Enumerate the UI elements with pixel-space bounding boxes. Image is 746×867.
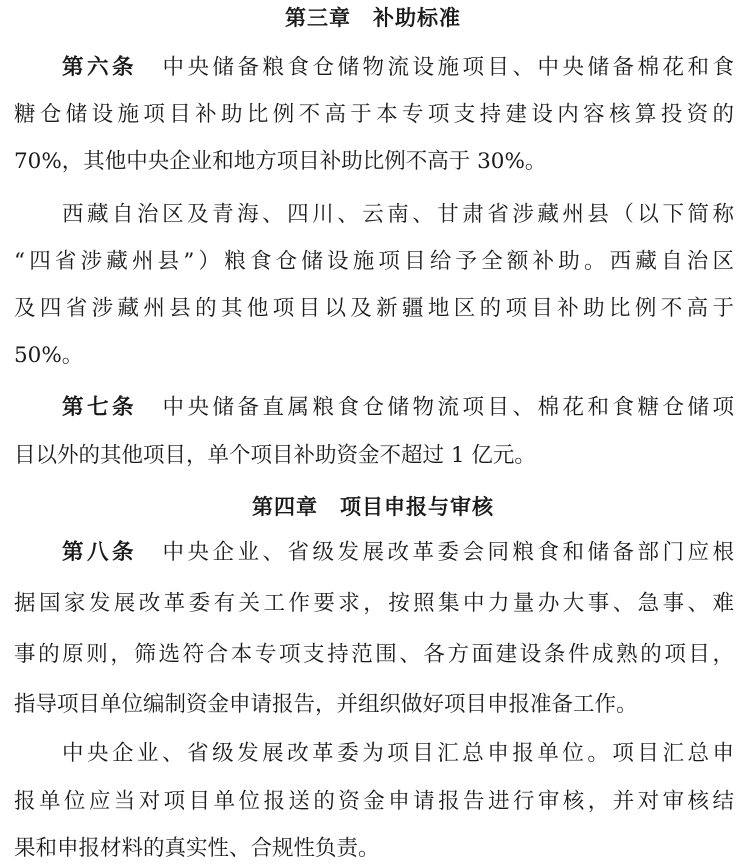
article-6-para-2-line-4: 50%。 — [14, 343, 84, 368]
article-8-line-4: 指导项目单位编制资金申请报告，并组织做好项目申报准备工作。 — [14, 692, 638, 717]
article-8-para-2-line-1: 中央企业、省级发展改革委为项目汇总申报单位。项目汇总申 — [62, 741, 734, 766]
article-6-para-2-line-3: 及四省涉藏州县的其他项目以及新疆地区的项目补助比例不高于 — [14, 296, 734, 321]
article-8-line-3: 事的原则，筛选符合本专项支持范围、各方面建设条件成熟的项目， — [14, 642, 734, 667]
article-6-para-2-line-2: “四省涉藏州县”）粮食仓储设施项目给予全额补助。西藏自治区 — [14, 249, 734, 274]
chapter-3-heading: 第三章 补助标准 — [285, 6, 461, 30]
article-8-text-1: 中央企业、省级发展改革委会同粮食和储备部门应根 — [159, 540, 734, 565]
article-8-line-2: 据国家发展改革委有关工作要求，按照集中力量办大事、急事、难 — [14, 591, 734, 616]
article-8-para-2-line-2: 报单位应当对项目单位报送的资金申请报告进行审核，并对审核结 — [14, 789, 734, 814]
article-6-para-2-line-1: 西藏自治区及青海、四川、云南、甘肃省涉藏州县（以下简称 — [62, 202, 734, 227]
article-7-line-2: 目以外的其他项目，单个项目补助资金不超过 1 亿元。 — [14, 443, 536, 468]
article-7-label: 第七条 — [62, 395, 137, 420]
article-6-line-1 — [62, 53, 734, 83]
chapter-4-heading: 第四章 项目申报与审核 — [252, 495, 494, 519]
article-6-text-1: 中央储备粮食仓储物流设施项目、中央储备棉花和食 — [159, 55, 734, 80]
article-7-text-1: 中央储备直属粮食仓储物流项目、棉花和食糖仓储项 — [159, 395, 734, 420]
article-7-line-1 — [62, 393, 734, 423]
article-6-line-3: 70%，其他中央企业和地方项目补助比例不高于 30%。 — [14, 149, 547, 174]
article-8-line-1 — [62, 538, 734, 568]
article-6-label: 第六条 — [62, 55, 137, 80]
article-6-line-2: 糖仓储设施项目补助比例不高于本专项支持建设内容核算投资的 — [14, 102, 734, 127]
article-8-para-2-line-3: 果和申报材料的真实性、合规性负责。 — [14, 836, 380, 861]
article-8-label: 第八条 — [62, 540, 137, 565]
